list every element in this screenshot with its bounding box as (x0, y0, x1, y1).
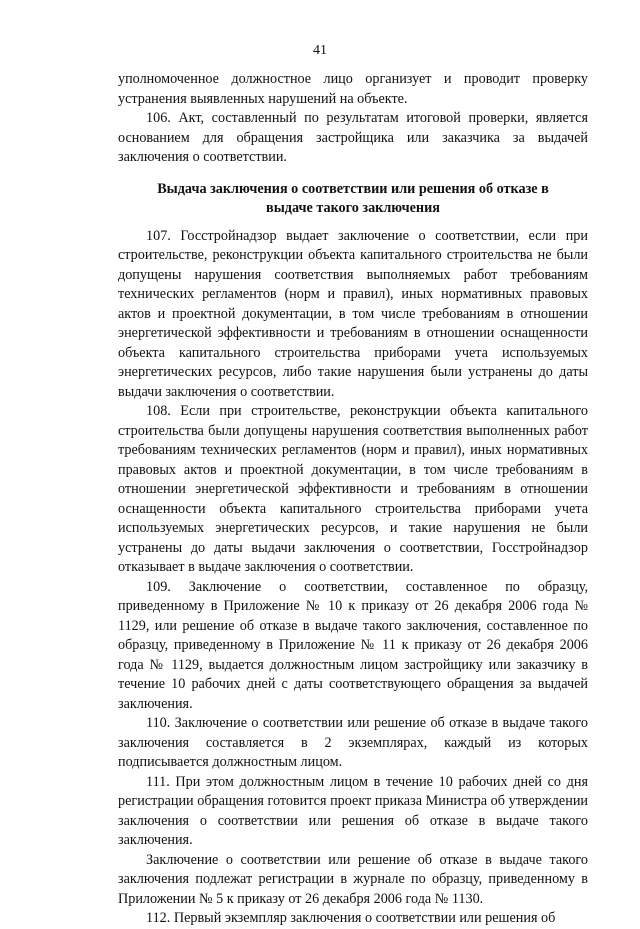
page-number: 41 (313, 43, 327, 58)
paragraph-112: 112. Первый экземпляр заключения о соответствии или решения об (146, 910, 556, 926)
paragraph-111-registration: Заключение о соответствии или решение об отказе в выдаче такого заключения подлежат регистрации в журнале по образцу, приведенному в Приложении № 5 к приказу от 26 декабря 2006 года № 1130. (118, 851, 588, 907)
paragraph-106: 106. Акт, составленный по результатам итоговой проверки, является основанием для обращения застройщика или заказчика за выдачей заключения о соответствии. (118, 110, 588, 165)
paragraph-107: 107. Госстройнадзор выдает заключение о соответствии, если при строительстве, реконструкции объекта капитального строительства не были допущены нарушения соответствия выполняемых работ требованиям технических регламентов (норм и правил), иных нормативных правовых актов и проектной документации, в том числе требованиям в отношении энергетической эффективности и требованиям в отношении оснащенности объекта капитального строительства приборами учета используемых энергетических ресурсов, либо такие нарушения были устранены до даты выдачи заключения о соответствии. (118, 227, 588, 400)
document-body (118, 70, 588, 929)
paragraph-continuation: уполномоченное должностное лицо организует и проводит проверку устранения выявленных нарушений на объекте. (118, 71, 588, 107)
paragraph-111: 111. При этом должностным лицом в течение 10 рабочих дней со дня регистрации обращения готовится проект приказа Министра об утверждении заключения о соответствии или решения об отказе в выдаче такого заключения. (118, 773, 588, 848)
paragraph-108: 108. Если при строительстве, реконструкции объекта капитального строительства были допущены нарушения соответствия выполненных работ требованиям технических регламентов (норм и правил), иных нормативных правовых актов и проектной документации, в том числе требованиям в отношении энергетической эффективности и требованиям в отношении оснащенности объекта капитального строительства приборами учета используемых энергетических ресурсов, и такие нарушения не были устранены до даты выдачи заключения о соответствии, Госстройнадзор отказывает в выдаче заключения о соответствии. (118, 403, 588, 575)
section-heading: Выдача заключения о соответствии или решения об отказе в выдаче такого заключения (157, 180, 549, 216)
paragraph-110: 110. Заключение о соответствии или решение об отказе в выдаче такого заключения составляется в 2 экземплярах, каждый из которых подписывается должностным лицом. (118, 715, 588, 770)
paragraph-109: 109. Заключение о соответствии, составленное по образцу, приведенному в Приложение № 10 к приказу от 26 декабря 2006 года № 1129, или решение об отказе в выдаче такого заключения, составленное по образцу, приведенному в Приложение № 11 к приказу от 26 декабря 2006 года № 1129, выдается должностным лицом застройщику или заказчику в течение 10 рабочих дней с даты соответствующего обращения за выдачей заключения. (118, 578, 588, 712)
